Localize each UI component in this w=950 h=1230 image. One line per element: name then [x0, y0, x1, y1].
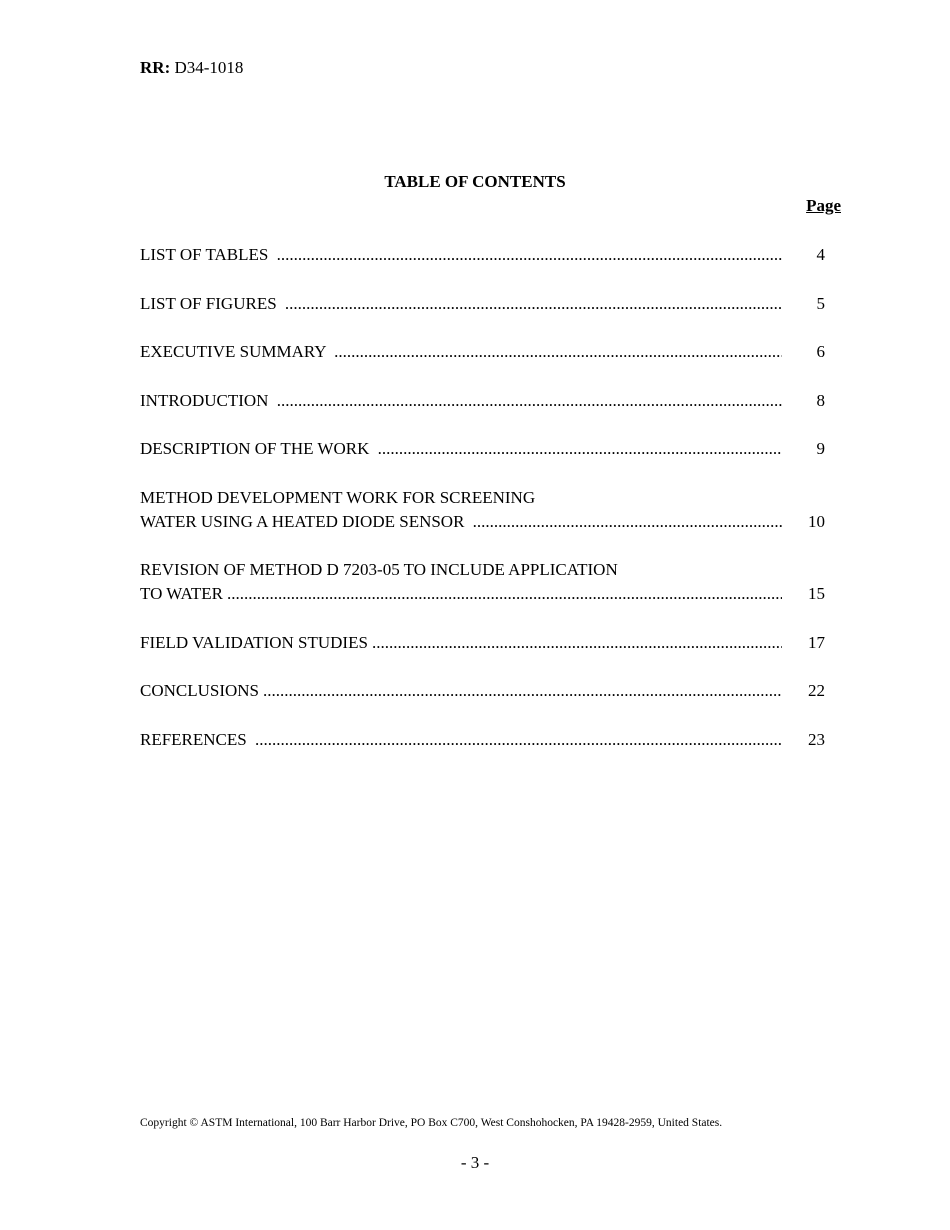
report-prefix: RR [140, 58, 165, 77]
dot-leader [255, 728, 782, 752]
toc-entry-title: DESCRIPTION OF THE WORK [140, 439, 374, 458]
toc-entry-title: LIST OF FIGURES [140, 293, 281, 313]
report-header [140, 58, 243, 78]
dot-leader [285, 292, 782, 316]
toc-entry-page: 15 [808, 584, 825, 603]
toc-entry [140, 631, 825, 655]
dot-leader [263, 679, 782, 703]
toc-entry-title: REVISION OF METHOD D 7203-05 TO INCLUDE APPLICATION [140, 560, 618, 579]
toc-entry [140, 292, 825, 316]
toc-entry-page: 6 [816, 342, 825, 361]
report-separator: : [164, 58, 171, 77]
toc-entry [140, 437, 825, 461]
toc-entry-title: METHOD DEVELOPMENT WORK FOR SCREENING [140, 487, 536, 507]
toc-entry-page: 5 [816, 293, 825, 313]
toc-entry-title: FIELD VALIDATION STUDIES [140, 632, 368, 652]
toc-entry-page: 23 [808, 729, 825, 749]
toc-entry [140, 340, 825, 364]
dot-leader [227, 582, 782, 606]
toc-entry-page: 8 [816, 390, 825, 410]
page-column-label: Page [806, 196, 841, 215]
toc-entry-title: CONCLUSIONS [140, 681, 260, 700]
copyright-footer: Copyright © ASTM International, 100 Barr Harbor Drive, PO Box C700, West Conshohocken, PA 19428-2959, United States. [140, 1117, 723, 1129]
report-id: D34-1018 [170, 58, 244, 77]
toc-entry [140, 486, 825, 534]
toc-entry-title: INTRODUCTION [140, 390, 273, 410]
dot-leader [372, 631, 782, 655]
table-of-contents [140, 243, 825, 752]
toc-entry-page: 17 [808, 632, 825, 652]
toc-entry-page: 9 [816, 439, 825, 458]
toc-entry-page: 22 [808, 681, 825, 700]
toc-entry-title: TO WATER [140, 584, 223, 603]
toc-entry-title: REFERENCES [140, 729, 251, 749]
toc-entry [140, 728, 825, 752]
toc-entry-page: 10 [808, 511, 825, 531]
page-number: - 3 - [460, 1153, 490, 1172]
toc-entry-title: LIST OF TABLES [140, 245, 273, 264]
toc-entry-title: EXECUTIVE SUMMARY [140, 342, 331, 361]
toc-entry-page: 4 [816, 245, 825, 264]
dot-leader [473, 510, 782, 534]
toc-entry [140, 679, 825, 703]
dot-leader [334, 340, 782, 364]
dot-leader [277, 389, 782, 413]
dot-leader [277, 243, 782, 267]
toc-entry-title: WATER USING A HEATED DIODE SENSOR [140, 511, 469, 531]
dot-leader [378, 437, 782, 461]
toc-entry [140, 243, 825, 267]
page-title: TABLE OF CONTENTS [384, 172, 566, 191]
toc-entry [140, 389, 825, 413]
toc-entry [140, 558, 825, 606]
